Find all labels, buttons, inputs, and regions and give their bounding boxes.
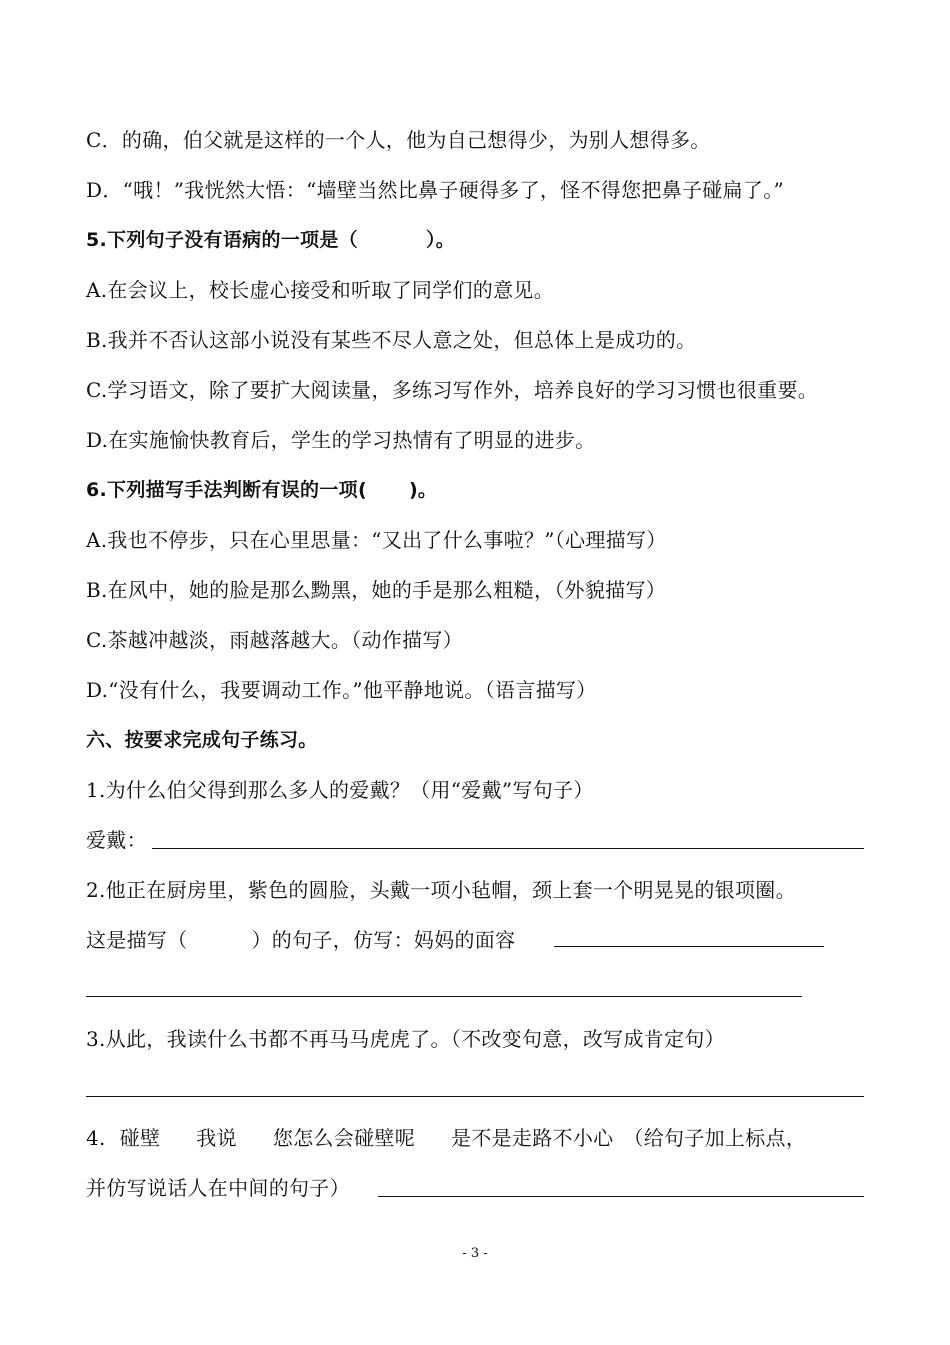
q4-option-c: C．的确，伯父就是这样的一个人，他为自己想得少，为别人想得多。 [86, 128, 711, 152]
section6-heading: 六、按要求完成句子练习。 [86, 729, 318, 751]
s6-item3: 3.从此，我读什么书都不再马马虎虎了。（不改变句意，改写成肯定句） [86, 1027, 725, 1051]
s6-item2-start: 这是描写（ [86, 928, 188, 952]
q5-option-c: C.学习语文，除了要扩大阅读量，多练习写作外，培养良好的学习习惯也很重要。 [86, 378, 819, 402]
s6-item3-answer-line[interactable] [86, 1096, 864, 1097]
q5-title-start: 5.下列句子没有语病的一项是（ [86, 229, 358, 251]
s6-item1: 1.为什么伯父得到那么多人的爱戴？（用“爱戴”写句子） [86, 778, 594, 802]
q6-option-d: D.“没有什么，我要调动工作。”他平静地说。（语言描写） [86, 678, 597, 702]
q4-option-d: D．“哦！”我恍然大悟：“墙壁当然比鼻子硬得多了，怪不得您把鼻子碰扁了。” [86, 178, 785, 202]
s6-item2-answer-line-1[interactable] [554, 946, 824, 947]
q6-title-end: )。 [408, 479, 438, 501]
s6-item4-word1: 碰壁 [119, 1126, 161, 1150]
s6-item4-line2: 并仿写说话人在中间的句子） [86, 1176, 350, 1200]
s6-item1-answer-line[interactable] [152, 848, 864, 849]
q6-option-a: A.我也不停步，只在心里思量：“又出了什么事啦？”（心理描写） [86, 528, 667, 552]
s6-item4-line1 [86, 1124, 806, 1152]
s6-item2-line1: 2.他正在厨房里，紫色的圆脸，头戴一项小毡帽，颈上套一个明晃晃的银项圈。 [86, 878, 796, 902]
s6-item4-number: 4. [86, 1126, 106, 1150]
q5-title [86, 226, 455, 254]
s6-item4-answer-line[interactable] [378, 1196, 864, 1197]
s6-item2-answer-line-2[interactable] [86, 996, 802, 997]
q6-title-start: 6.下列描写手法判断有误的一项( [86, 479, 367, 501]
q6-option-c: C.茶越冲越淡，雨越落越大。（动作描写） [86, 628, 463, 652]
s6-item4-word4: 是不是走路不小心 [451, 1126, 614, 1150]
q5-option-b: B.我并不否认这部小说没有某些不尽人意之处，但总体上是成功的。 [86, 328, 697, 352]
q6-title [86, 476, 437, 504]
s6-item1-label: 爱戴： [86, 828, 147, 852]
q6-option-b: B.在风中，她的脸是那么黝黑，她的手是那么粗糙，（外貌描写） [86, 578, 667, 602]
page-number: - 3 - [462, 1246, 488, 1261]
s6-item4-instruction: （给句子加上标点， [623, 1126, 807, 1150]
s6-item4-word2: 我说 [196, 1126, 237, 1150]
q5-option-d: D.在实施愉快教育后，学生的学习热情有了明显的进步。 [86, 428, 596, 452]
s6-item2-mid: ）的句子，仿写：妈妈的面容 [251, 928, 516, 952]
q5-option-a: A.在会议上，校长虚心接受和听取了同学们的意见。 [86, 278, 555, 302]
q5-title-end: ）。 [425, 229, 456, 251]
s6-item4-word3: 您怎么会碰壁呢 [272, 1126, 416, 1150]
s6-item2-line2 [86, 926, 515, 954]
